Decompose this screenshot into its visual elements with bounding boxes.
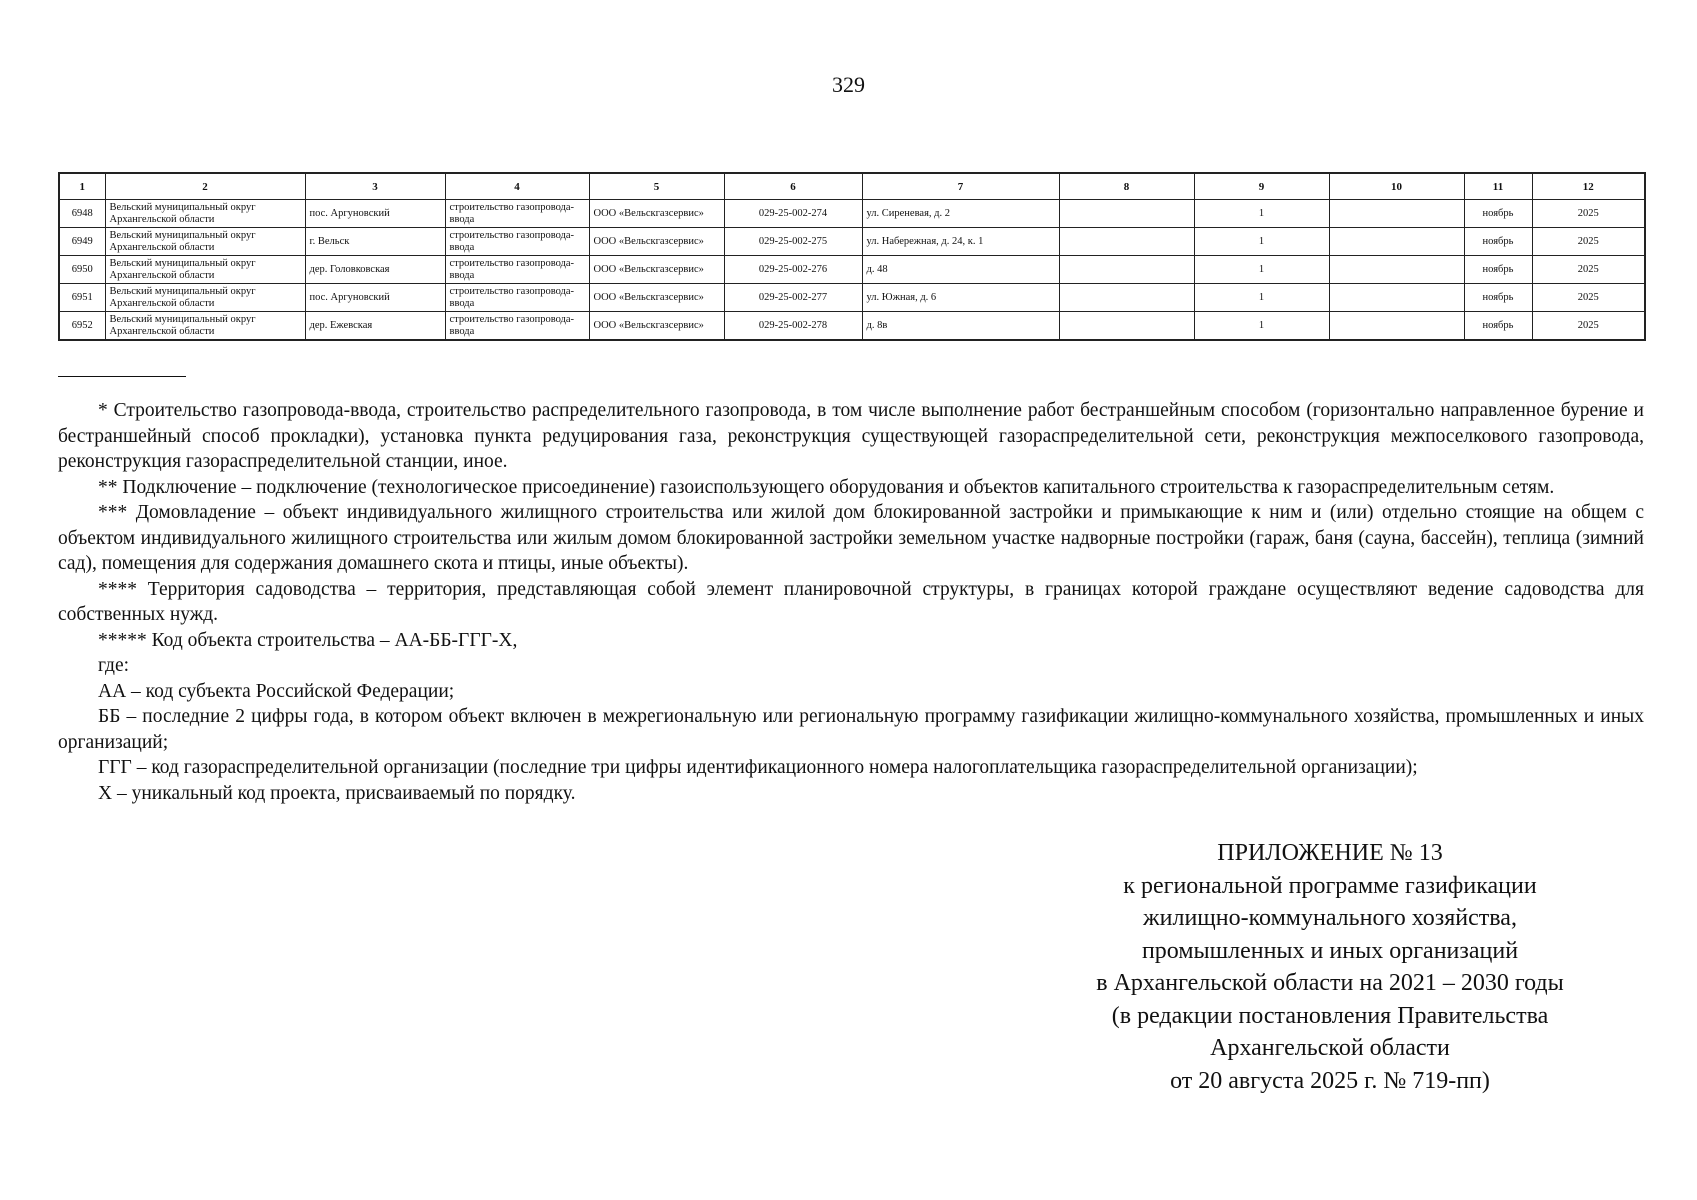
header-cell: 4: [445, 173, 589, 200]
appendix-line: от 20 августа 2025 г. № 719-пп): [1170, 1067, 1490, 1094]
col10-cell: [1329, 312, 1464, 341]
appendix-line: в Архангельской области на 2021 – 2030 годы: [1096, 970, 1564, 996]
row-number: 6952: [59, 312, 105, 341]
year-cell: 2025: [1532, 312, 1645, 341]
col8-cell: [1059, 228, 1194, 256]
settlement-cell: пос. Аргуновский: [305, 284, 445, 312]
appendix-line: Архангельской области: [1210, 1035, 1450, 1061]
header-cell: 6: [724, 173, 862, 200]
col9-cell: 1: [1194, 200, 1329, 228]
year-cell: 2025: [1532, 256, 1645, 284]
table-row: [59, 228, 1645, 256]
settlement-cell: дер. Головковская: [305, 256, 445, 284]
code-part-bb: ББ – последние 2 цифры года, в котором объект включен в межрегиональную или региональную программу газификации жилищно-коммунального хозяйства, промышленных и иных организаций;: [58, 706, 1644, 753]
col9-cell: 1: [1194, 228, 1329, 256]
col10-cell: [1329, 256, 1464, 284]
month-cell: ноябрь: [1464, 256, 1532, 284]
work-type-cell: строительство газопровода-ввода: [445, 312, 589, 341]
header-cell: 8: [1059, 173, 1194, 200]
header-cell: 2: [105, 173, 305, 200]
col9-cell: 1: [1194, 284, 1329, 312]
footnote-household: *** Домовладение – объект индивидуального жилищного строительства или жилой дом блокированной застройки и примыкающие к ним и (или) отдельно стоящие на общем с объектом индивидуального жилищного строительства или жилым домом блокированной застройки земельном участке надворные постройки (гараж, баня (сауна, бассейн), теплица (зимний сад), помещения для содержания домашнего скота и птицы, иные объекты).: [58, 502, 1644, 574]
address-cell: ул. Южная, д. 6: [862, 284, 1059, 312]
organization-cell: ООО «Вельскгазсервис»: [589, 312, 724, 341]
address-cell: д. 48: [862, 256, 1059, 284]
header-cell: 10: [1329, 173, 1464, 200]
appendix-title: ПРИЛОЖЕНИЕ № 13: [1217, 840, 1443, 866]
object-code-cell: 029-25-002-275: [724, 228, 862, 256]
settlement-cell: пос. Аргуновский: [305, 200, 445, 228]
appendix-line: жилищно-коммунального хозяйства,: [1143, 905, 1517, 931]
gasification-table: [58, 172, 1646, 341]
year-cell: 2025: [1532, 228, 1645, 256]
month-cell: ноябрь: [1464, 200, 1532, 228]
organization-cell: ООО «Вельскгазсервис»: [589, 284, 724, 312]
row-number: 6951: [59, 284, 105, 312]
header-cell: 9: [1194, 173, 1329, 200]
header-cell: 1: [59, 173, 105, 200]
col10-cell: [1329, 200, 1464, 228]
footnote-where: где:: [98, 655, 130, 676]
organization-cell: ООО «Вельскгазсервис»: [589, 200, 724, 228]
organization-cell: ООО «Вельскгазсервис»: [589, 256, 724, 284]
col10-cell: [1329, 284, 1464, 312]
table-row: [59, 312, 1645, 341]
object-code-cell: 029-25-002-277: [724, 284, 862, 312]
work-type-cell: строительство газопровода-ввода: [445, 200, 589, 228]
code-part-aa: АА – код субъекта Российской Федерации;: [98, 680, 455, 702]
address-cell: ул. Набережная, д. 24, к. 1: [862, 228, 1059, 256]
appendix-line: (в редакции постановления Правительства: [1111, 1002, 1549, 1029]
address-cell: д. 8в: [862, 312, 1059, 341]
footnote-connection: ** Подключение – подключение (технологическое присоединение) газоиспользующего оборудования и объектов капитального строительства к газораспределительным сетям.: [98, 476, 1555, 498]
settlement-cell: дер. Ежевская: [305, 312, 445, 341]
code-part-ggg: ГГГ – код газораспределительной организации (последние три цифры идентификационного номера налогоплательщика газораспределительной организации);: [98, 757, 1418, 778]
col9-cell: 1: [1194, 256, 1329, 284]
appendix-line: к региональной программе газификации: [1123, 872, 1537, 899]
appendix-line: промышленных и иных организаций: [1141, 937, 1519, 964]
col8-cell: [1059, 284, 1194, 312]
header-cell: 12: [1532, 173, 1645, 200]
year-cell: 2025: [1532, 284, 1645, 312]
footnote-gardening-territory: **** Территория садоводства – территория, представляющая собой элемент планировочной структуры, в границах которой граждане осуществляют ведение садоводства для собственных нужд.: [58, 578, 1644, 625]
col9-cell: 1: [1194, 312, 1329, 341]
row-number: 6950: [59, 256, 105, 284]
municipality-cell: Вельский муниципальный округ Архангельской области: [105, 200, 305, 228]
year-cell: 2025: [1532, 200, 1645, 228]
object-code-cell: 029-25-002-276: [724, 256, 862, 284]
footnote-object-code: ***** Код объекта строительства – АА-ББ-ГГГ-Х,: [98, 629, 518, 651]
settlement-cell: г. Вельск: [305, 228, 445, 256]
municipality-cell: Вельский муниципальный округ Архангельской области: [105, 256, 305, 284]
col8-cell: [1059, 256, 1194, 284]
code-part-x: Х – уникальный код проекта, присваиваемый по порядку.: [98, 782, 576, 804]
address-cell: ул. Сиреневая, д. 2: [862, 200, 1059, 228]
table-row: [59, 256, 1645, 284]
table-row: [59, 284, 1645, 312]
header-cell: 11: [1464, 173, 1532, 200]
footnotes: [58, 398, 1644, 806]
footnote-separator: [58, 376, 186, 377]
footnote-construction: * Строительство газопровода-ввода, строительство распределительного газопровода, в том числе выполнение работ бестраншейным способом (горизонтально направленное бурение и бестраншейный способ прокладки), установка пункта редуцирования газа, реконструкция существующей газораспределительной сети, реконструкция межпоселкового газопровода, реконструкция газораспределительной станции, иное.: [58, 400, 1644, 472]
col10-cell: [1329, 228, 1464, 256]
col8-cell: [1059, 200, 1194, 228]
table-row: [59, 200, 1645, 228]
work-type-cell: строительство газопровода-ввода: [445, 284, 589, 312]
object-code-cell: 029-25-002-278: [724, 312, 862, 341]
header-cell: 7: [862, 173, 1059, 200]
page-number: 329: [832, 72, 865, 97]
header-cell: 3: [305, 173, 445, 200]
appendix-heading: [1030, 837, 1630, 1097]
month-cell: ноябрь: [1464, 312, 1532, 341]
month-cell: ноябрь: [1464, 228, 1532, 256]
municipality-cell: Вельский муниципальный округ Архангельской области: [105, 228, 305, 256]
work-type-cell: строительство газопровода-ввода: [445, 228, 589, 256]
municipality-cell: Вельский муниципальный округ Архангельской области: [105, 284, 305, 312]
work-type-cell: строительство газопровода-ввода: [445, 256, 589, 284]
object-code-cell: 029-25-002-274: [724, 200, 862, 228]
header-cell: 5: [589, 173, 724, 200]
municipality-cell: Вельский муниципальный округ Архангельской области: [105, 312, 305, 341]
col8-cell: [1059, 312, 1194, 341]
row-number: 6948: [59, 200, 105, 228]
row-number: 6949: [59, 228, 105, 256]
month-cell: ноябрь: [1464, 284, 1532, 312]
organization-cell: ООО «Вельскгазсервис»: [589, 228, 724, 256]
table-header-row: [59, 173, 1645, 200]
